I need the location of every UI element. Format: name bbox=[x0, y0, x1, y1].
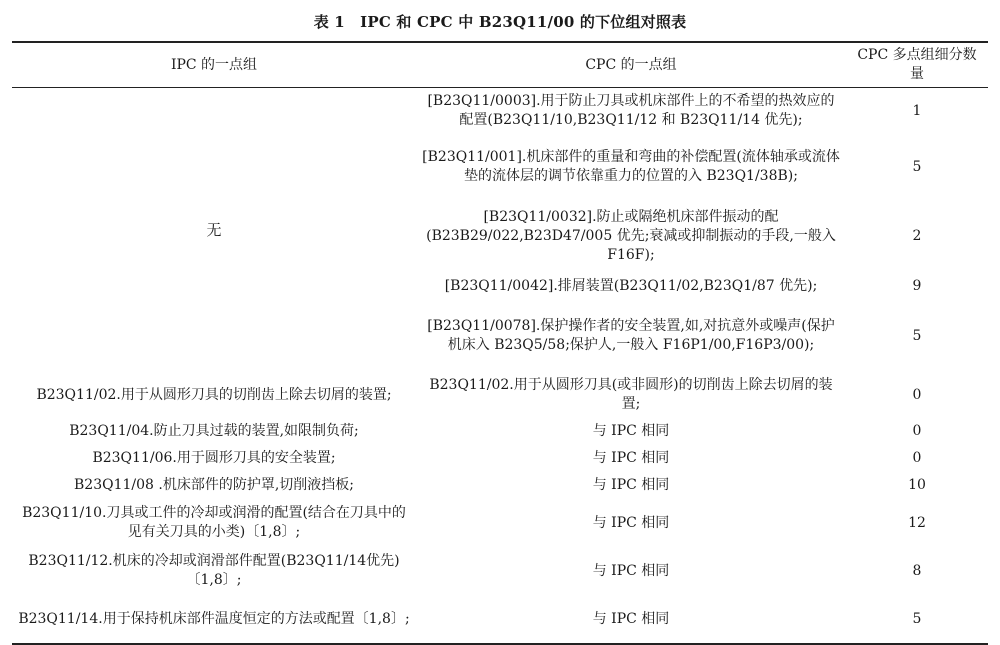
count-cell: 10 bbox=[908, 477, 926, 493]
count-cell: 9 bbox=[912, 277, 922, 294]
table-row bbox=[12, 372, 988, 418]
cpc-cell: 与 IPC 相同 bbox=[592, 610, 670, 627]
ipc-cell: B23Q11/10.刀具或工件的冷却或润滑的配置(结合在刀具中的见有关刀具的小类)〔1,8〕; bbox=[22, 505, 406, 540]
table-row bbox=[12, 499, 988, 547]
count-cell: 12 bbox=[908, 514, 926, 531]
header-ipc: IPC 的一点组 bbox=[170, 56, 258, 73]
count-cell: 5 bbox=[912, 327, 922, 344]
ipc-cell: B23Q11/06.用于圆形刀具的安全装置; bbox=[92, 450, 336, 466]
count-cell: 2 bbox=[912, 227, 922, 244]
header-cpc: CPC 的一点组 bbox=[585, 56, 677, 73]
cpc-cell: 与 IPC 相同 bbox=[592, 514, 670, 531]
cpc-cell: [B23Q11/001].机床部件的重量和弯曲的补偿配置(流体轴承或流体垫的流体层的调节依靠重力的位置的入 B23Q1/38B); bbox=[422, 149, 840, 184]
cpc-cell: 与 IPC 相同 bbox=[592, 450, 670, 466]
header-row bbox=[12, 42, 988, 88]
ipc-cell: B23Q11/04.防止刀具过载的装置,如限制负荷; bbox=[69, 423, 359, 439]
table-row bbox=[12, 472, 988, 499]
ipc-none-cell: 无 bbox=[206, 220, 222, 239]
count-cell: 1 bbox=[912, 102, 922, 119]
count-cell: 0 bbox=[912, 423, 922, 439]
cpc-cell: 与 IPC 相同 bbox=[592, 562, 670, 579]
count-cell: 0 bbox=[912, 386, 922, 403]
cpc-cell: 与 IPC 相同 bbox=[592, 423, 670, 439]
table-row bbox=[12, 595, 988, 644]
ipc-cell: B23Q11/14.用于保持机床部件温度恒定的方法或配置〔1,8〕; bbox=[18, 610, 410, 627]
cpc-cell: [B23Q11/0078].保护操作者的安全装置,如,对抗意外或噪声(保护机床入 B23Q5/58;保护人,一般入 F16P1/00,F16P3/00); bbox=[427, 318, 835, 353]
ipc-cell: B23Q11/02.用于从圆形刀具的切削齿上除去切屑的装置; bbox=[36, 386, 392, 403]
table-caption: 表 1 IPC 和 CPC 中 B23Q11/00 的下位组对照表 bbox=[313, 13, 687, 31]
ipc-cell: B23Q11/12.机床的冷却或润滑部件配置(B23Q11/14优先)〔1,8〕; bbox=[28, 553, 400, 588]
cpc-cell: B23Q11/02.用于从圆形刀具(或非圆形)的切削齿上除去切屑的装置; bbox=[429, 377, 833, 412]
count-cell: 0 bbox=[912, 450, 922, 466]
table-row bbox=[12, 445, 988, 472]
ipc-cell: B23Q11/08 .机床部件的防护罩,切削液挡板; bbox=[74, 477, 354, 493]
table-row bbox=[12, 547, 988, 595]
table-row bbox=[12, 88, 988, 135]
count-cell: 8 bbox=[912, 562, 922, 579]
comparison-table bbox=[12, 41, 988, 645]
count-cell: 5 bbox=[912, 158, 922, 175]
cpc-cell: 与 IPC 相同 bbox=[592, 477, 670, 493]
table-row bbox=[12, 418, 988, 445]
cpc-cell: [B23Q11/0042].排屑装置(B23Q11/02,B23Q1/87 优先); bbox=[444, 277, 818, 294]
cpc-cell: [B23Q11/0003].用于防止刀具或机床部件上的不希望的热效应的配置(B23Q11/10,B23Q11/12 和 B23Q11/14 优先); bbox=[427, 93, 835, 128]
cpc-cell: [B23Q11/0032].防止或隔绝机床部件振动的配(B23B29/022,B23D47/005 优先;衰减或抑制振动的手段,一般入 F16F); bbox=[426, 208, 836, 263]
count-cell: 5 bbox=[912, 610, 922, 627]
header-count: CPC 多点组细分数量 bbox=[857, 47, 977, 82]
